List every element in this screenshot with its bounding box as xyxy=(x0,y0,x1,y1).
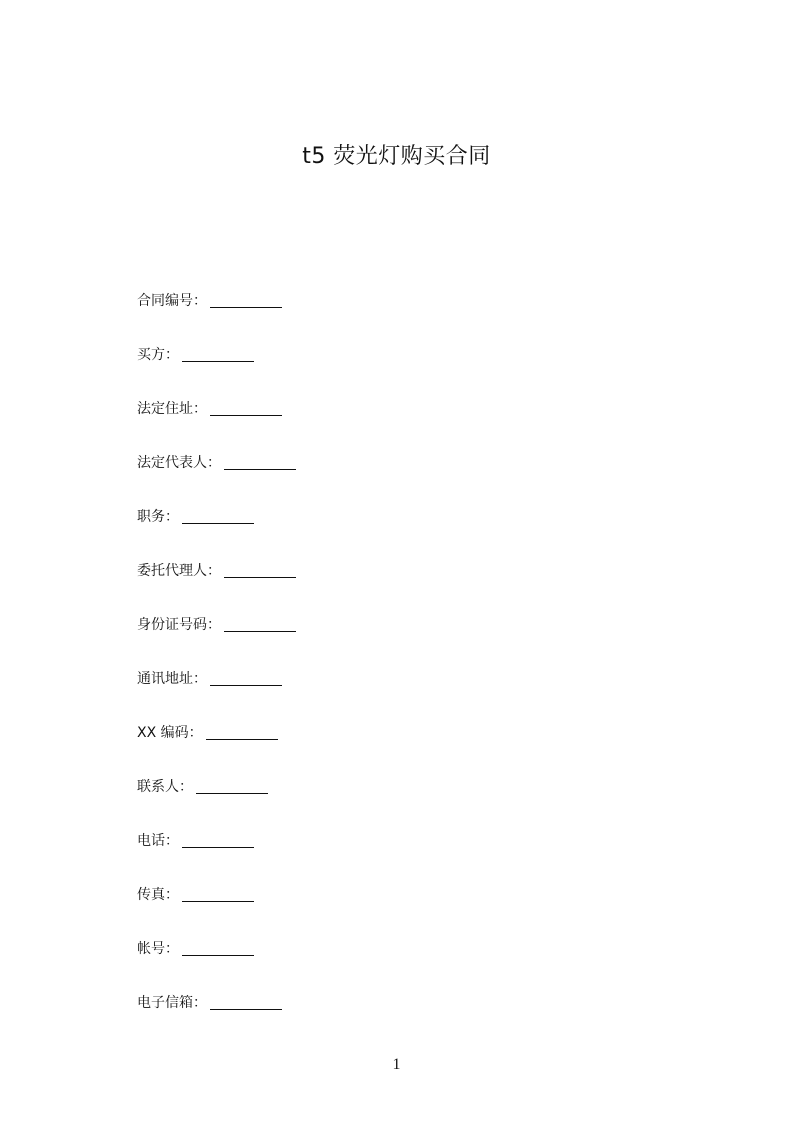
field-postal-code xyxy=(137,719,697,773)
blank-line xyxy=(182,503,254,524)
blank-line xyxy=(210,665,282,686)
field-label: XX 编码： xyxy=(137,725,203,741)
field-buyer xyxy=(137,341,697,395)
field-label: 法定代表人： xyxy=(137,455,221,471)
field-position xyxy=(137,503,697,557)
page-number: 1 xyxy=(392,1056,401,1073)
field-contact-person xyxy=(137,773,697,827)
blank-line xyxy=(210,395,282,416)
field-fax xyxy=(137,881,697,935)
field-legal-representative xyxy=(137,449,697,503)
field-legal-address xyxy=(137,395,697,449)
blank-line xyxy=(182,341,254,362)
field-phone xyxy=(137,827,697,881)
blank-line xyxy=(182,827,254,848)
document-title: t5 荧光灯购买合同 xyxy=(302,144,491,169)
blank-line xyxy=(224,449,296,470)
blank-line xyxy=(196,773,268,794)
field-account xyxy=(137,935,697,989)
field-email xyxy=(137,989,697,1043)
field-label: 职务： xyxy=(137,509,179,525)
blank-line xyxy=(210,989,282,1010)
field-label: 合同编号： xyxy=(137,293,207,309)
blank-line xyxy=(182,935,254,956)
field-mailing-address xyxy=(137,665,697,719)
field-label: 帐号： xyxy=(137,941,179,957)
field-authorized-agent xyxy=(137,557,697,611)
blank-line xyxy=(206,719,278,740)
field-label: 联系人： xyxy=(137,779,193,795)
field-label: 法定住址： xyxy=(137,401,207,417)
field-label: 传真： xyxy=(137,887,179,903)
contract-field-list xyxy=(137,287,697,1043)
blank-line xyxy=(182,881,254,902)
field-label: 电话： xyxy=(137,833,179,849)
field-label: 电子信箱： xyxy=(137,995,207,1011)
field-label: 身份证号码： xyxy=(137,617,221,633)
blank-line xyxy=(224,557,296,578)
blank-line xyxy=(224,611,296,632)
field-label: 委托代理人： xyxy=(137,563,221,579)
field-contract-number xyxy=(137,287,697,341)
field-id-number xyxy=(137,611,697,665)
field-label: 买方： xyxy=(137,347,179,363)
blank-line xyxy=(210,287,282,308)
field-label: 通讯地址： xyxy=(137,671,207,687)
